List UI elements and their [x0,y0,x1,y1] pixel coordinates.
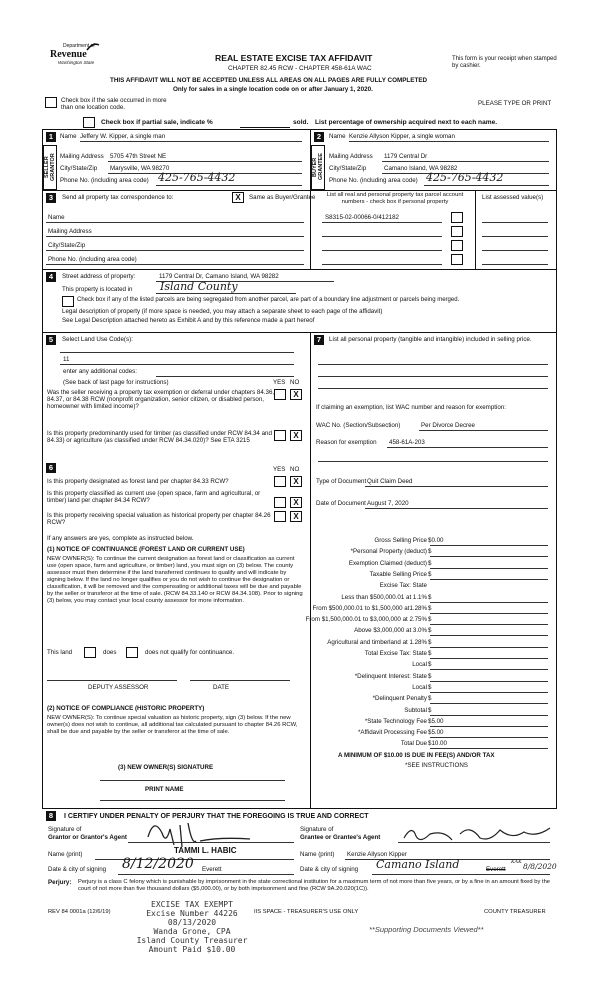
partial-percent-line [240,127,290,128]
s3-address-line [46,236,304,237]
land-use-top-line [60,352,294,353]
notice-1-body: NEW OWNER(S): To continue the current designation as forest land or classification as current use (open space, farm and agriculture, or timber) land, you must sign on (3) below. The county assessor must then determine if the land transferred continues to qualify and will indicate by signing below. If the land no longer qualifies or you do not wish to continue the designation or classification, it will be removed and the compensating or additional taxes will be due and payable by the seller or transferor at the time of sale. (RCW 84.33.140 or RCW 84.34.108). Prior to signing (3) below, you may contact your local county assessor for more information. [47,556,303,605]
personal-property-line-3 [318,388,548,389]
personal-property-label: List all personal property (tangible and intangible) included in selling price. [329,336,532,343]
date-label: DATE [213,684,230,691]
tax-row-value: $ [428,639,432,646]
doc-type-line [365,486,548,487]
s3-phone-line [46,264,304,265]
notice-2-title: (2) NOTICE OF COMPLIANCE (HISTORIC PROPERTY) [47,705,205,712]
grantor-city: Everett [202,866,222,873]
assessed-line-3 [482,250,548,251]
s5-q2-no[interactable]: X [290,430,302,441]
grantor-sig-label-2: Grantor or Grantor's Agent [48,834,127,841]
s6-no-header: NO [290,466,300,473]
s3-city-label: City/State/Zip [48,242,86,249]
print-name-line [100,800,285,801]
grantee-sig-line [398,842,550,843]
tax-row-label: *Personal Property (deduct) [350,548,427,555]
stamp-line-5: Island County Treasurer [136,936,248,945]
tax-row-value: $ [428,605,432,612]
seller-city: Marysville, WA 98270 [110,165,170,172]
grantee-date-line [372,874,550,875]
single-location-note: Only for sales in a single location code on or after January 1, 2020. [173,86,373,93]
segregated-checkbox[interactable] [62,296,74,307]
section-3-number: 3 [46,193,56,203]
treasurer-space-label: IIS SPACE - TREASURER'S USE ONLY [254,909,359,915]
personal-property-checkbox-4[interactable] [451,254,463,265]
parcel-line-2 [322,236,442,237]
grantor-print-name: TAMMI L. HABIC [174,846,237,855]
does-not-label: does not qualify for continuance. [145,649,235,656]
parcel-number: S8315-02-00066-0/412182 [325,214,399,221]
see-back-note: (See back of last page for instructions) [63,379,169,386]
form-number: REV 84 0001a (12/6/19) [48,909,111,915]
sold-label: sold. [293,119,309,126]
grantee-date-label: Date & city of signing [300,866,359,873]
tax-row-value: $ [428,560,432,567]
buyer-address: 1179 Central Dr [384,153,428,160]
buyer-address-line [382,161,549,162]
section-8-number: 8 [46,811,56,821]
land-use-label: Select Land Use Code(s): [62,336,133,343]
tax-row-value: $0.00 [428,537,444,544]
seller-phone-line [156,185,302,186]
s3-city-line [46,250,304,251]
tax-row-label: Total Excise Tax: State [364,650,427,657]
land-use-code-line [60,364,294,365]
buyer-phone-label: Phone No. (including area code) [329,177,418,184]
seller-address-line [108,161,302,162]
s3-phone-label: Phone No. (including area code) [48,256,137,263]
street-address: 1179 Central Dr, Camano Island, WA 98282 [159,273,279,280]
parcel-line-1 [322,222,442,223]
stamp-line-2: Excise Number 44226 [146,909,238,918]
tax-row-line [430,602,548,603]
personal-property-checkbox-1[interactable] [451,212,463,223]
doc-type-value: Quit Claim Deed [367,478,413,485]
tax-row-label: Total Due [400,740,427,747]
personal-property-checkbox-2[interactable] [451,226,463,237]
doc-date-label: Date of Document [316,500,366,507]
doc-date-value: August 7, 2020 [367,500,409,507]
if-yes-note: If any answers are yes, complete as instructed below. [47,535,194,542]
logo-line-3: Washington State [58,60,95,65]
tax-row-value: $ [428,627,432,634]
tax-row-label: From $500,000.01 to $1,500,000 at1.28% [312,605,427,612]
buyer-name-line [349,141,549,142]
grantee-initials: KAK [511,859,522,865]
s6-q2-yes[interactable] [274,497,286,508]
does-label: does [103,649,117,656]
print-note: PLEASE TYPE OR PRINT [478,100,552,107]
same-as-buyer-label: Same as Buyer/Grantee [249,194,316,201]
s6-q3-yes[interactable] [274,511,286,522]
tax-row-line [430,692,548,693]
tax-row-label: Taxable Selling Price [369,571,427,578]
s5-question-2: Is this property predominantly used for timber (as classified under RCW 84.34 and 84.33) or agriculture (as classified under RCW 84.34.020)? See ETA 3215 [47,430,272,445]
s6-q2-no[interactable]: X [290,497,302,508]
tax-row-label: *Delinquent Penalty [372,695,427,702]
reason-line-2 [318,461,548,462]
land-use-code: 11 [63,356,70,363]
partial-sale-label: Check box if partial sale, indicate % [101,119,213,126]
land-does-not-checkbox[interactable] [126,647,138,658]
grantee-sig-label: Signature of [300,826,334,833]
assessed-header: List assessed value(s) [482,194,544,201]
s5-yes-header: YES [273,379,286,386]
stamp-line-4: Wanda Grone, CPA [153,927,231,936]
seller-address-label: Mailing Address [60,153,104,160]
section-6-number: 6 [46,463,56,473]
tax-row-label: Above $3,000,000 at 3.0% [354,627,427,634]
receipt-note: This form is your receipt when stamped by cashier. [452,56,557,69]
tax-row-label: *State Technology Fee [364,718,427,725]
s6-q1-no[interactable]: X [290,476,302,487]
tax-row-value: $5.00 [428,718,444,725]
located-line [156,293,296,294]
buyer-city-label: City/State/Zip [329,165,367,172]
section-3-divider-2 [475,190,476,269]
tax-row-value: $5.00 [428,729,444,736]
assessed-line-4 [482,264,548,265]
grantor-date-line [118,874,294,875]
logo-line-1: Department of [63,43,95,49]
reason-label: Reason for exemption [316,439,377,446]
see-instructions: *SEE INSTRUCTIONS [405,762,468,769]
legal-description: See Legal Description attached hereto as Exhibit A and by this reference made a part hereof [62,317,315,324]
grantor-date: 8/12/2020 [122,856,194,872]
perjury-statement: Perjury is a class C felony which is punishable by imprisonment in the state correctional institution for a maximum term of not more than five years, or by a fine in an amount fixed by the court of not more than five thousand dollars ($5,000.00), or by both imprisonment and fine (RCW 9A.20.020(1C)). [78,879,551,892]
seller-name: Jeffery W. Kipper, a single man [80,133,166,140]
new-owner-signature-label: (3) NEW OWNER(S) SIGNATURE [118,764,214,771]
land-does-checkbox[interactable] [84,647,96,658]
buyer-phone-line [424,185,549,186]
grantee-sig-label-2: Grantee or Grantee's Agent [300,834,381,841]
notice-2-body: NEW OWNER(S): To continue special valuation as historic property, sign (3) below. If the new owner(s) does not wish to continue, all additional tax calculated pursuant to chapter 84.26 RCW, shall be due and payable by the seller or transferor at the time of sale. [47,715,298,736]
section-5-number: 5 [46,335,56,345]
stamp-line-3: 08/13/2020 [167,918,217,927]
wac-line [419,430,548,431]
grantor-date-label: Date & city of signing [48,866,107,873]
additional-codes-label: enter any additional codes: [63,368,137,375]
parcel-header: List all real and personal property tax parcel account numbers - check box if personal property [326,192,464,205]
exemption-label: If claiming an exemption, list WAC number and reason for exemption: [316,404,506,411]
grantor-sig-line [128,842,294,843]
tax-row-value: $ [428,673,432,680]
partial-sale-checkbox[interactable] [83,117,95,128]
new-owner-sig-line [100,780,285,781]
reason-value: 458-61A-203 [389,439,425,446]
doc-type-label: Type of Document [316,478,367,485]
tax-row-line [430,737,548,738]
s5-q1-no[interactable]: X [290,389,302,400]
seller-name-label: Name [60,133,77,140]
tax-row-line [430,579,548,580]
buyer-city: Camano Island, WA 98282 [384,165,458,172]
tax-row-line [430,568,548,569]
s5-q2-yes[interactable] [274,430,286,441]
grantor-print-label: Name (print) [48,851,83,858]
s6-q1-yes[interactable] [274,476,286,487]
wac-label: WAC No. (Section/Subsection) [316,422,401,429]
tax-row-line [430,556,548,557]
tax-row-value: $ [428,684,432,691]
grantor-sig-label: Signature of [48,826,82,833]
tax-row-value: $ [428,616,432,623]
tax-row-line [430,635,548,636]
personal-property-line-1 [318,364,548,365]
minimum-due-note: A MINIMUM OF $10.00 IS DUE IN FEE(S) AND/OR TAX [338,752,495,759]
wac-value: Per Divorce Decree [421,422,475,429]
date-line [190,680,290,681]
s6-question-3: Is this property receiving special valuation as historical property per chapter 84.26 RCW? [47,512,271,527]
seller-phone: 425-765-4432 [158,171,236,184]
tax-row-line [430,703,548,704]
grantee-date: 8/8/2020 [523,862,557,871]
logo-swoosh-icon [86,42,100,52]
s6-question-1: Is this property designated as forest land per chapter 84.33 RCW? [47,478,229,485]
print-name-label: PRINT NAME [145,786,184,793]
s5-no-header: NO [290,379,300,386]
s5-question-1: Was the seller receiving a property tax exemption or deferral under chapters 84.36, 84.37, or 84.38 RCW (nonprofit organization, senior citizen, or disabled person, homeowner with limited income)? [47,389,275,411]
additional-codes-line [156,376,294,377]
buyer-name: Kenzie Allyson Kipper, a single woman [349,133,455,140]
stamp-line-6: Amount Paid $10.00 [148,945,236,954]
located-county: Island County [160,280,238,293]
legal-description-label: Legal description of property (if more space is needed, you may attach a separate sheet to each page of the affidavit) [62,308,383,315]
reason-line [387,447,548,448]
tax-row-value: $ [428,650,432,657]
notice-1-title: (1) NOTICE OF CONTINUANCE (FOREST LAND OR CURRENT USE) [47,546,245,553]
tax-row-label: Local [412,684,427,691]
grantee-struck-city: Everett [486,866,506,873]
tax-row-label: Gross Selling Price [374,537,427,544]
personal-property-checkbox-3[interactable] [451,240,463,251]
personal-property-line-2 [318,376,548,377]
seller-city-label: City/State/Zip [60,165,98,172]
s3-name-line [46,222,304,223]
tax-row-line [430,647,548,648]
tax-row-line [430,658,548,659]
buyer-side-label: BUYER GRANTEE [312,153,324,181]
located-label: This property is located in [62,286,133,293]
grantee-print-label: Name (print) [300,851,335,858]
form-subtitle: CHAPTER 82.45 RCW - CHAPTER 458-61A WAC [228,65,372,72]
ownership-note: List percentage of ownership acquired next to each name. [315,119,498,126]
assessed-line-1 [482,222,548,223]
tax-row-line [430,748,548,749]
tax-row-value: $ [428,661,432,668]
tax-row-value: $ [428,695,432,702]
deputy-assessor-label: DEPUTY ASSESSOR [88,684,149,691]
section-4-number: 4 [46,272,56,282]
section-2-number: 2 [314,132,324,142]
s6-question-2: Is this property classified as current use (open space, farm and agricultural, or timber) land per chapter 84.34 RCW? [47,490,261,505]
tax-row-value: $ [428,707,432,714]
segregated-label: Check box if any of the listed parcels are being segregated from another parcel, are part of a boundary line adjustment or parcels being merged. [77,297,460,303]
assessed-line-2 [482,236,548,237]
form-title: REAL ESTATE EXCISE TAX AFFIDAVIT [215,53,373,63]
tax-row-value: $ [428,548,432,555]
buyer-phone: 425-765-4432 [426,171,504,184]
tax-row-line [430,545,548,546]
seller-name-line [80,141,302,142]
tax-row-label: Subtotal [404,707,427,714]
grantee-city: Camano Island [376,858,460,871]
county-treasurer-label: COUNTY TREASURER [484,909,546,915]
tax-row-line [430,624,548,625]
tax-row-label: From $1,500,000.01 to $3,000,000 at 2.75% [305,616,427,623]
tax-row-label: Less than $500,000.01 at 1.1% [341,594,427,601]
section-1-number: 1 [46,132,56,142]
s6-q3-no[interactable]: X [290,511,302,522]
seller-phone-label: Phone No. (including area code) [60,177,149,184]
tax-row-label: Exemption Claimed (deduct) [348,560,427,567]
seller-address: 5705 47th Street NE [110,153,167,160]
s6-yes-header: YES [273,466,286,473]
section-7-number: 7 [314,335,324,345]
tax-row-label: *Affidavit Processing Fee [357,729,427,736]
buyer-address-label: Mailing Address [329,153,373,160]
s3-address-label: Mailing Address [48,228,92,235]
same-as-buyer-checkbox[interactable]: X [232,192,244,203]
tax-row-value: $ [428,571,432,578]
tax-row-label: Agricultural and timberland at 1.28% [327,639,427,646]
tax-row-line [430,613,548,614]
multi-location-checkbox[interactable] [45,97,57,108]
street-label: Street address of property: [62,273,136,280]
logo-line-2: Revenue [50,49,87,60]
certify-statement: I CERTIFY UNDER PENALTY OF PERJURY THAT THE FOREGOING IS TRUE AND CORRECT [64,813,369,820]
tax-row-line [430,715,548,716]
section-8-top-line [42,808,556,809]
grantee-signature [400,820,560,848]
doc-date-line [365,508,548,509]
s5-q1-yes[interactable] [274,389,286,400]
tax-row-label: Excise Tax: State [379,582,427,589]
tax-row-label: Local [412,661,427,668]
this-land-label: This land [47,649,73,656]
grantee-print-name: Kenzie Allyson Kipper [347,851,407,858]
warning-text: THIS AFFIDAVIT WILL NOT BE ACCEPTED UNLESS ALL AREAS ON ALL PAGES ARE FULLY COMPLETED [110,77,428,84]
tax-row-value: $ [428,594,432,601]
send-correspondence-label: Send all property tax correspondence to: [62,194,174,201]
stamp-line-1: EXCISE TAX EXEMPT [151,900,233,909]
buyer-name-label: Name [329,133,346,140]
s3-name-label: Name [48,214,65,221]
tax-row-line [430,669,548,670]
tax-row-line [430,726,548,727]
section-3-divider [310,190,311,269]
parcel-line-4 [322,264,442,265]
main-divider [310,332,311,808]
perjury-label: Perjury: [48,879,72,886]
tax-row-label: *Delinquent Interest: State [354,673,427,680]
parcel-line-3 [322,250,442,251]
deputy-line [47,680,177,681]
seller-side-label: SELLER GRANTOR [44,153,56,181]
tax-row-value: $10.00 [428,740,447,747]
multi-location-label: Check box if the sale occurred in more than one location code. [61,97,167,112]
tax-row-line [430,681,548,682]
supporting-documents-note: **Supporting Documents Viewed** [369,925,484,934]
